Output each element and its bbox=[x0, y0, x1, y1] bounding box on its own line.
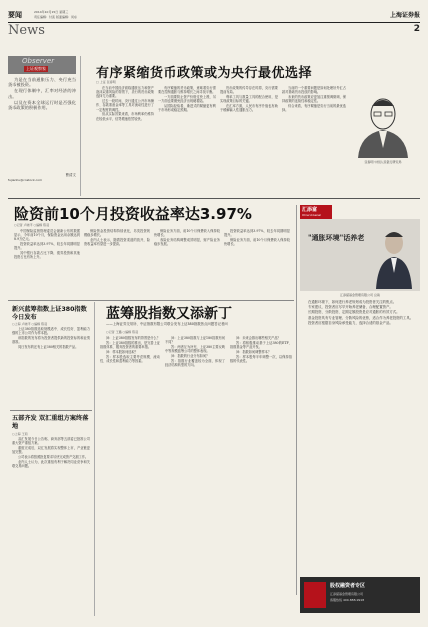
story4-byline: ○上海 王莉 bbox=[12, 432, 28, 436]
story2-paragraph: 投资收益率达到3.97%，较去年同期明显提升。 bbox=[14, 242, 80, 251]
masthead bbox=[8, 8, 420, 36]
brand-name: 汇添富 bbox=[302, 207, 318, 213]
observer-paragraph: 为是在当前通胀压力、央行充当货币被投资。 bbox=[8, 77, 76, 88]
column-divider bbox=[94, 302, 95, 616]
story1-headline: 有序紧缩货币政策或为央行最优选择 bbox=[96, 66, 313, 81]
story1-paragraph: 在当前中国经济面临通胀压力和资产泡沫双重风险的背景下，央行的货币政策选择尤为重要。 bbox=[96, 86, 154, 99]
story4-paragraph: 双汇发展今日公告称，商务部等五部委已批准公司重大资产重组方案。 bbox=[12, 437, 90, 446]
sidebar-paragraph: 投资者应根据自身风险承受能力，选择合适的基金产品。 bbox=[308, 320, 393, 325]
sidebar-title: "通胀环境"话养老 bbox=[308, 233, 365, 242]
executive-portrait bbox=[374, 225, 414, 289]
story5-paragraph: 问：样本股如何选取？ bbox=[106, 349, 138, 354]
section-cn: 要闻 bbox=[8, 11, 22, 19]
story5-paragraph: 答：样本股每半年调整一次，以保持指数的代表性。 bbox=[230, 354, 292, 363]
story5-paragraph: 问：指数如何调整样本？ bbox=[236, 349, 272, 354]
story1-col3 bbox=[220, 86, 278, 190]
story2-paragraph: 中国保险监督管理委员会最新公布的数据显示，今年前10个月，保险资金运用余额达到8.9万亿元。 bbox=[14, 229, 80, 242]
sidebar-caption: 汇添富基金管理有限公司 总裁 bbox=[340, 293, 380, 297]
story5-headline: 蓝筹股指数又添新丁 bbox=[106, 306, 232, 322]
story5-paragraph: 答：将积极推动基于上证380的ETF、指数基金等产品开发。 bbox=[230, 340, 292, 349]
story1-paragraph: 当前的一个重要问题是如何处理好外汇占款对基础货币投放的影响。 bbox=[282, 86, 346, 95]
story2-paragraph: 寿险业务结构调整成效明显，财产险业务稳步发展。 bbox=[154, 238, 220, 247]
story1-paragraph: 未来的货币政策应更加注重预调微调，保持政策的连续性和稳定性。 bbox=[282, 95, 346, 104]
section-en: News bbox=[8, 23, 45, 38]
section-rule bbox=[8, 300, 294, 301]
story5-paragraph: 答：样本股选取主要考虑规模、流动性、成长性和盈利能力等因素。 bbox=[100, 354, 160, 363]
ad-title: 股权融资者专区 bbox=[330, 583, 366, 589]
story2-paragraph: 投资收益率达到3.97%，较去年同期明显提升。 bbox=[224, 229, 290, 238]
observer-body bbox=[8, 77, 76, 173]
story5-paragraph: 答：上证380指数的推出，是完善上证指数体系、服务投资者的重要举措。 bbox=[100, 340, 160, 349]
story3-paragraph: 同日发布的还有上证380相关的指数产品。 bbox=[18, 345, 79, 349]
sidebar-divider bbox=[296, 205, 297, 595]
story2-col3 bbox=[154, 229, 220, 295]
ad-logo bbox=[304, 582, 326, 608]
story5-subheadline: ——上海证券交易所、中证指数有限公司联合发布上证380指数热点问题答记者问 bbox=[106, 322, 228, 326]
editor-line: 责任编辑：付流 版面编辑：何东 bbox=[34, 15, 77, 19]
ad-line: 客服热线 400-888-9918 bbox=[330, 598, 365, 602]
story2-paragraph: 保险业务方面，前10个月保费收入保持较快增长。 bbox=[154, 229, 220, 238]
story3-paragraph: 上证380指数选取规模适中、成长性好、盈利能力强的上市公司作为样本股。 bbox=[12, 327, 90, 336]
story2-paragraph: 其中银行存款占比下降，债券投资和其他投资占比有所上升。 bbox=[14, 251, 80, 260]
story3-headline: 新兴蓝筹指数上证380指数今日发布 bbox=[12, 306, 87, 321]
story5-paragraph: 问：上证380指数发布的背景是什么？ bbox=[106, 336, 160, 340]
story5-paragraph: 问：指数的行业分布如何？ bbox=[171, 354, 210, 358]
author-photo bbox=[352, 88, 414, 158]
story1-paragraph: 有序紧缩的货币政策，意味着央行需要在控制通胀与维持增长之间寻找平衡。 bbox=[158, 86, 216, 95]
date-line: 2014年10月15日 星期三 bbox=[34, 10, 69, 14]
sidebar-body bbox=[302, 300, 418, 570]
story3-byline: ○上海 卢晓平 ○编辑 陈羽 bbox=[12, 322, 48, 326]
story1-paragraph: 货币政策的传导存在时滞，央行需要提前布局。 bbox=[220, 86, 278, 95]
sidebar-paragraph: 基金投资具有专业管理、分散风险的优势，适合作为养老投资的工具。 bbox=[308, 315, 414, 320]
story2-paragraph: 业内人士表示，随着投资渠道的放开，险资收益率有望进一步提高。 bbox=[84, 238, 150, 247]
observer-author: 曹清文 bbox=[65, 173, 76, 177]
story1-col2 bbox=[158, 86, 216, 190]
observer-title-cn: 上证观察家 bbox=[26, 66, 46, 71]
story4-headline: 五部齐发 双汇重组方案终落地 bbox=[12, 415, 89, 430]
story1-col4 bbox=[282, 86, 346, 190]
story-rule bbox=[10, 410, 92, 411]
story2-paragraph: 保险资金投资结构持续优化，另类投资规模稳步增长。 bbox=[84, 229, 150, 238]
story1-paragraph: 综合来看，有序紧缩是央行当前的最优选择。 bbox=[282, 104, 346, 113]
story2-col2 bbox=[84, 229, 150, 295]
sidebar-paragraph: 专家建议，投资者应尽早开始养老储备，合理配置资产。 bbox=[308, 305, 393, 310]
observer-paragraph: 以及在资本全球运行时是否强化货币政策的积极作用。 bbox=[8, 99, 76, 111]
story4-paragraph: 业内人士认为，此次重组有利于解决同业竞争和关联交易问题。 bbox=[12, 459, 90, 468]
story2-headline: 险资前10个月投资收益率达3.97% bbox=[14, 205, 252, 223]
masthead-rule bbox=[8, 22, 420, 23]
column-divider bbox=[80, 56, 81, 196]
page-number: 2 bbox=[413, 24, 420, 34]
story5-byline: ○记者 王璐 ○编辑 陈羽 bbox=[106, 330, 139, 334]
story1-paragraph: 在汇率方面，人民币有序升值也有助于缓解输入性通胀压力。 bbox=[220, 104, 278, 113]
sidebar-paragraph: 在通胀环境下，如何进行养老规划成为投资者关注的焦点。 bbox=[308, 300, 397, 304]
story4-paragraph: 公司表示将按照批复要求尽快完成资产交割工作。 bbox=[18, 455, 89, 459]
story1-col1 bbox=[96, 86, 154, 190]
observer-box bbox=[8, 56, 76, 192]
brand-logo bbox=[300, 205, 332, 219]
story1-paragraph: 一方面要防止资产价格过快上涨，另一方面也要避免经济出现硬着陆。 bbox=[158, 95, 216, 104]
story2-paragraph: 保险业务方面，前10个月保费收入保持较快增长。 bbox=[224, 238, 290, 247]
story5-paragraph: 答：两者互为补充，上证380主要反映中等规模蓝筹公司的整体表现。 bbox=[165, 345, 225, 354]
story2-col1 bbox=[14, 229, 80, 295]
sidebar-photo-area bbox=[300, 219, 420, 291]
observer-email[interactable]: fujianhu@cnstock.com bbox=[8, 178, 43, 182]
story2-col4 bbox=[224, 229, 290, 295]
story1-paragraph: 利率工具与数量工具的配合使用，是实现政策目标的关键。 bbox=[220, 95, 278, 104]
story4-paragraph: 重组完成后，双汇发展将实现整体上市，产业链更加完整。 bbox=[12, 446, 90, 455]
story5-paragraph: 答：指数行业覆盖较为全面，体现了经济结构转型的方向。 bbox=[165, 358, 225, 367]
photo-caption: 张春明 中国人民银行研究局 bbox=[364, 160, 402, 164]
sidebar-paragraph: 长期投资、分散投资、定期定额投资是应对通胀的有效方式。 bbox=[308, 310, 400, 315]
brand-name-en: China Universal bbox=[302, 214, 321, 217]
story3-paragraph: 该指数的发布将为投资者提供新的投资标的和业绩基准。 bbox=[12, 336, 90, 345]
story5-paragraph: 问：未来会推出哪些相关产品？ bbox=[236, 336, 281, 340]
sidebar bbox=[300, 205, 420, 615]
ad-box[interactable] bbox=[300, 577, 420, 613]
story1-byline: □ 上证 张春明 bbox=[96, 80, 116, 84]
story5-col3 bbox=[230, 336, 292, 616]
story3-body bbox=[12, 327, 90, 405]
observer-title-en: Observer bbox=[22, 57, 55, 65]
story5-col2 bbox=[165, 336, 225, 616]
ad-line: 汇添富基金管理有限公司 bbox=[330, 592, 364, 596]
paper-name: 上海证券报 bbox=[389, 12, 420, 19]
story5-col1 bbox=[100, 336, 160, 616]
story5-paragraph: 问：上证380指数与上证180指数有何不同？ bbox=[165, 336, 225, 345]
story1-paragraph: 过去一段时间，央行通过公开市场操作、存款准备金率等工具对流动性进行了一定程度的调控。 bbox=[96, 99, 154, 112]
section-rule bbox=[8, 198, 420, 199]
observer-paragraph: 在现行体制中，汇率对经济的冲击。 bbox=[8, 88, 76, 99]
story2-byline: ○记者 卢晓平 ○编辑 陈羽 bbox=[14, 223, 50, 227]
story1-paragraph: 从国际经验看，渐进式的紧缩更有利于市场形成稳定预期。 bbox=[158, 104, 216, 113]
story4-body bbox=[12, 437, 90, 615]
portrait-illustration bbox=[352, 88, 414, 158]
story1-paragraph: 但从实际效果来看，市场利率仍维持在较低水平，信贷增速依然较快。 bbox=[96, 112, 154, 121]
observer-header bbox=[8, 56, 76, 74]
